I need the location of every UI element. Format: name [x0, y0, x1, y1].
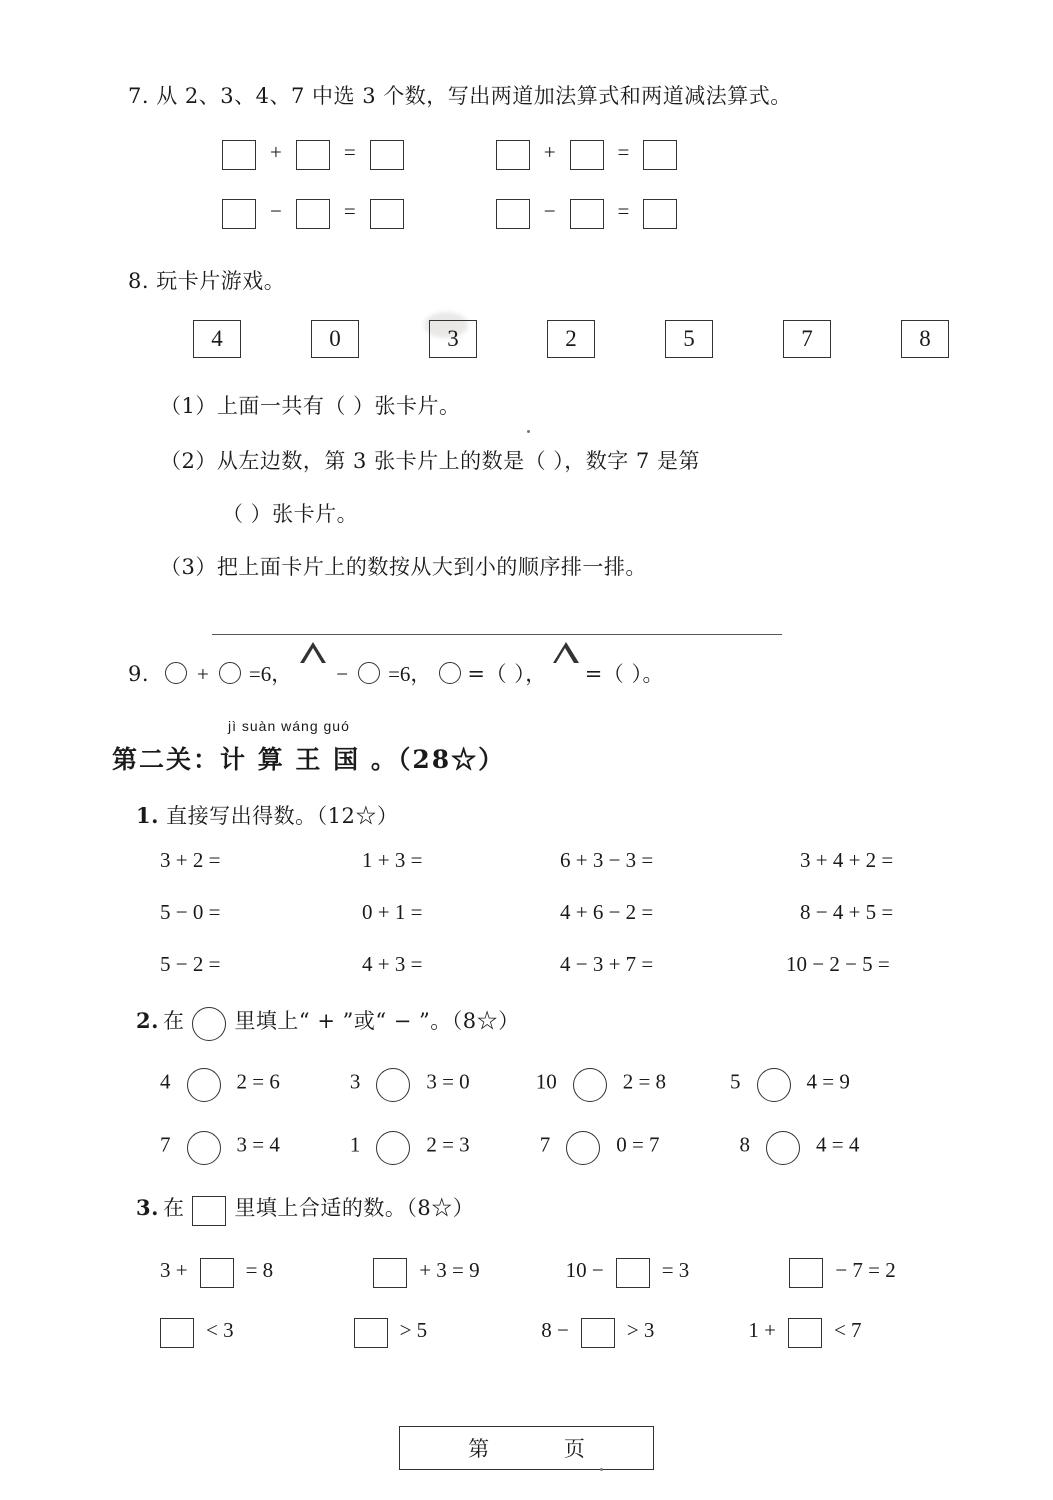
question-9-line	[128, 658, 666, 688]
q7-r2-op-left: −	[270, 199, 282, 223]
s2q3-r1-c3-box[interactable]	[616, 1258, 650, 1288]
s2q1-r3-c3[interactable]: 4 − 3 + 7 =	[560, 952, 654, 976]
s2q3-text-a: 在	[162, 1196, 185, 1220]
s2q3-r2-c1-box[interactable]	[160, 1318, 194, 1348]
s2q3-r2-c4-post: < 7	[833, 1318, 862, 1342]
s2q2-r1-c2-circle[interactable]	[376, 1068, 410, 1102]
q9-eq-1: =6，	[248, 662, 293, 686]
stray-dot-2	[600, 1468, 603, 1471]
q7-r2-box-4[interactable]	[496, 199, 530, 229]
q9-blank-2[interactable]: =（ ）。	[584, 662, 664, 686]
q7-r2-box-2[interactable]	[296, 199, 330, 229]
s2q3-r1-c4-box[interactable]	[789, 1258, 823, 1288]
q7-r2-box-1[interactable]	[222, 199, 256, 229]
s2q3-r2-c4-pre: 1 +	[748, 1318, 776, 1342]
s2q2-r1	[160, 1068, 850, 1102]
s2q1-r3-c1[interactable]: 5 − 2 =	[160, 952, 221, 976]
s2q2-r1-c2-left: 3	[349, 1069, 361, 1094]
card-4[interactable]: 2	[547, 320, 595, 358]
s2q2-r1-c4-circle[interactable]	[757, 1068, 791, 1102]
s2q2-r2-c2-right: 2 = 3	[426, 1132, 470, 1157]
s2q2-r2-c1-left: 7	[160, 1132, 171, 1157]
s2q3-r1-c3-pre: 10 −	[565, 1258, 604, 1282]
s2q2-r1-c3-left: 10	[535, 1069, 557, 1094]
q9-circle-4	[439, 662, 461, 684]
s2q2-r2-c4-left: 8	[739, 1132, 751, 1157]
s2q3-text-b: 里填上合适的数。（8☆）	[234, 1196, 475, 1220]
question-8-number: 8.	[128, 269, 150, 293]
s2q2-r2-c3-circle[interactable]	[566, 1131, 600, 1165]
q7-row-2	[222, 199, 677, 229]
s2q1-r2-c3[interactable]: 4 + 6 − 2 =	[560, 900, 654, 924]
q9-triangle-2	[553, 663, 579, 684]
s2q2-r2-c4-right: 4 = 4	[816, 1132, 860, 1157]
q9-op-2: −	[336, 662, 349, 686]
q9-triangle-1	[300, 663, 326, 684]
q7-r2-box-6[interactable]	[643, 199, 677, 229]
s2q2-line	[136, 1005, 520, 1041]
s2q2-inline-circle	[192, 1007, 226, 1041]
question-7-text: 从 2、3、4、7 中选 3 个数，写出两道加法算式和两道减法算式。	[156, 84, 792, 108]
section2-pinyin: jì suàn wáng guó	[228, 718, 350, 734]
s2q2-r1-c3-right: 2 = 8	[622, 1069, 667, 1094]
s2q2-r2-c3-left: 7	[539, 1132, 551, 1157]
question-7-line	[128, 80, 792, 110]
card-7[interactable]: 8	[901, 320, 949, 358]
s2q3-r2-c2-post: > 5	[399, 1318, 428, 1342]
s2q1-text: 直接写出得数。（12☆）	[166, 804, 399, 828]
s2q3-r2-c2-box[interactable]	[354, 1318, 388, 1348]
question-8-text: 玩卡片游戏。	[156, 269, 286, 293]
s2q3-r1-c1-post: = 8	[245, 1258, 274, 1282]
s2q2-r2-c4-circle[interactable]	[766, 1131, 800, 1165]
s2q3-r1-c2-box[interactable]	[373, 1258, 407, 1288]
s2q2-r1-c1-circle[interactable]	[187, 1068, 221, 1102]
answer-line[interactable]	[212, 634, 782, 635]
question-9-number: 9.	[128, 662, 150, 686]
q9-op-1: +	[197, 662, 209, 686]
s2q2-number: 2.	[136, 1008, 159, 1033]
s2q1-r1-c4[interactable]: 3 + 4 + 2 =	[800, 848, 894, 872]
s2q3-r1-c2-post: + 3 = 9	[419, 1258, 480, 1282]
q7-r1-op-right: +	[543, 140, 556, 164]
s2q3-number: 3.	[136, 1195, 159, 1220]
s2q1-number: 1.	[136, 803, 159, 828]
card-2[interactable]: 0	[311, 320, 359, 358]
s2q3-r2-c4-box[interactable]	[788, 1318, 822, 1348]
q7-r2-eq-left: =	[343, 199, 356, 223]
q7-r1-box-1[interactable]	[222, 140, 256, 170]
s2q1-r1-c3[interactable]: 6 + 3 − 3 =	[560, 848, 654, 872]
s2q2-r1-c1-left: 4	[160, 1069, 171, 1094]
s2q1-r1-c2[interactable]: 1 + 3 =	[362, 848, 423, 872]
s2q2-r1-c4-left: 5	[730, 1069, 741, 1094]
s2q2-text-b: 里填上“ + ”或“ − ”。（8☆）	[234, 1009, 520, 1033]
q8-sub-2-line-2: （ ）张卡片。	[222, 502, 359, 526]
q9-circle-1	[165, 662, 187, 684]
q7-r1-box-5[interactable]	[570, 140, 604, 170]
q7-r1-eq-left: =	[343, 140, 356, 164]
q8-sub-1: （1）上面一共有（ ）张卡片。	[160, 394, 461, 418]
section2-title: 第二关：计 算 王 国 。（28☆）	[112, 745, 506, 774]
s2q3-r1-c3-post: = 3	[661, 1258, 690, 1282]
s2q2-r2	[160, 1131, 859, 1165]
s2q1-r3-c2[interactable]: 4 + 3 =	[362, 952, 423, 976]
q7-r2-eq-right: =	[617, 199, 630, 223]
s2q3-r2-c3-box[interactable]	[581, 1318, 615, 1348]
card-1[interactable]: 4	[193, 320, 241, 358]
s2q3-inline-box	[192, 1196, 226, 1226]
page-number-box: 第 页	[399, 1426, 654, 1470]
s2q3-r1-c1-pre: 3 +	[160, 1258, 188, 1282]
q7-r1-op-left: +	[270, 140, 282, 164]
q9-eq-2: =6，	[388, 662, 432, 686]
card-3[interactable]: 3	[429, 320, 477, 358]
s2q2-r2-c2-circle[interactable]	[376, 1131, 410, 1165]
s2q3-r2-c1-post: < 3	[206, 1318, 234, 1342]
card-6[interactable]: 7	[783, 320, 831, 358]
s2q2-r2-c2-left: 1	[349, 1132, 361, 1157]
s2q2-r2-c1-right: 3 = 4	[236, 1132, 280, 1157]
stray-dot-1	[527, 430, 530, 433]
page-footer	[0, 1426, 1053, 1470]
s2q2-r2-c1-circle[interactable]	[187, 1131, 221, 1165]
s2q2-r2-c3-right: 0 = 7	[616, 1132, 660, 1157]
s2q3-r2-c3-pre: 8 −	[541, 1318, 569, 1342]
q8-sub-3: （3）把上面卡片上的数按从大到小的顺序排一排。	[160, 555, 647, 579]
s2q1-r2-c1[interactable]: 5 − 0 =	[160, 900, 221, 924]
s2q2-r1-c4-right: 4 = 9	[806, 1069, 850, 1094]
q7-r2-op-right: −	[543, 199, 556, 223]
q7-r1-box-3[interactable]	[370, 140, 404, 170]
q9-circle-3	[358, 662, 380, 684]
s2q1-r2-c2[interactable]: 0 + 1 =	[362, 900, 423, 924]
s2q3-r1	[160, 1258, 896, 1288]
q7-r1-box-6[interactable]	[643, 140, 677, 170]
s2q2-r1-c2-right: 3 = 0	[426, 1069, 470, 1094]
s2q3-r1-c1-box[interactable]	[200, 1258, 234, 1288]
q7-r1-box-4[interactable]	[496, 140, 530, 170]
q7-row-1	[222, 140, 677, 170]
s2q1-line	[136, 800, 398, 830]
s2q3-r2	[160, 1318, 862, 1348]
q9-circle-2	[219, 662, 241, 684]
s2q2-r1-c1-right: 2 = 6	[236, 1069, 280, 1094]
s2q2-r1-c3-circle[interactable]	[573, 1068, 607, 1102]
q9-blank-1[interactable]: =（ ），	[467, 662, 547, 686]
s2q1-r3-c4[interactable]: 10 − 2 − 5 =	[786, 952, 890, 976]
q8-sub-2-line-1: （2）从左边数，第 3 张卡片上的数是（ ），数字 7 是第	[160, 449, 700, 473]
s2q2-text-a: 在	[162, 1009, 185, 1033]
q8-card-row	[193, 320, 949, 358]
s2q3-r2-c3-post: > 3	[626, 1318, 655, 1342]
card-5[interactable]: 5	[665, 320, 713, 358]
question-8-line	[128, 265, 285, 295]
q7-r1-box-2[interactable]	[296, 140, 330, 170]
q7-r1-eq-right: =	[617, 140, 630, 164]
s2q1-r1-c1[interactable]: 3 + 2 =	[160, 848, 221, 872]
s2q3-line	[136, 1192, 474, 1226]
s2q3-r1-c4-post: − 7 = 2	[835, 1258, 896, 1282]
question-7-number: 7.	[128, 84, 150, 108]
q7-r2-box-3[interactable]	[370, 199, 404, 229]
q7-r2-box-5[interactable]	[570, 199, 604, 229]
s2q1-r2-c4[interactable]: 8 − 4 + 5 =	[800, 900, 894, 924]
